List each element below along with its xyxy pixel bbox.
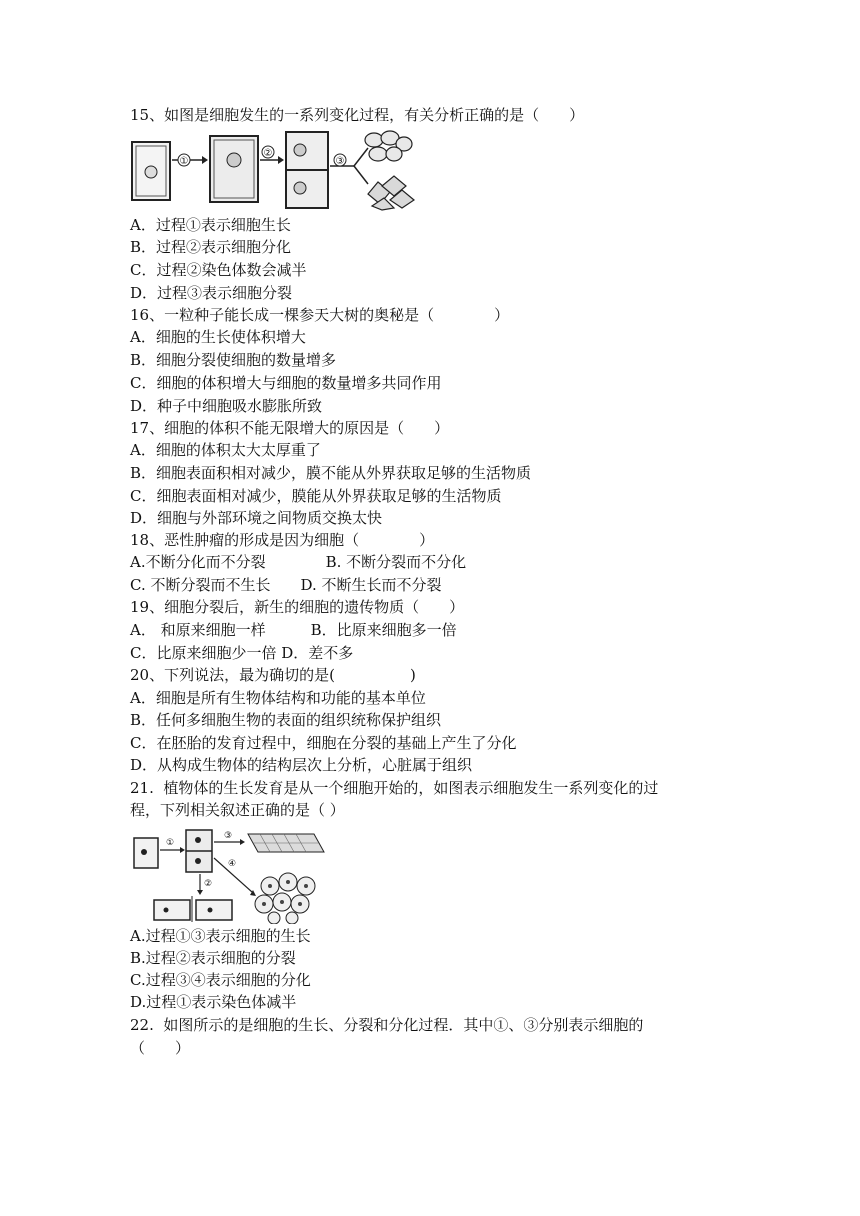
q20-stem: 20、下列说法，最为确切的是( ): [130, 666, 416, 684]
q15-label-1: ①: [179, 156, 189, 167]
q18-stem: 18、恶性肿瘤的形成是因为细胞（ ）: [130, 531, 435, 549]
q21-stem-line1: 21. 植物体的生长发育是从一个细胞开始的，如图表示细胞发生一系列变化的过: [130, 779, 659, 797]
q21-option-b: B.过程②表示细胞的分裂: [130, 949, 296, 967]
q15-option-b: B．过程②表示细胞分化: [130, 238, 292, 256]
q17-option-c: C．细胞表面相对减少，膜能从外界获取足够的生活物质: [130, 487, 502, 505]
q16-option-c: C．细胞的体积增大与细胞的数量增多共同作用: [130, 374, 442, 392]
q18-options-cd: C. 不断分裂而不生长 D. 不断生长而不分裂: [130, 576, 442, 594]
q15-figure: [128, 130, 418, 212]
q19-stem: 19、细胞分裂后，新生的细胞的遗传物质（ ）: [130, 598, 465, 616]
q16-option-a: A．细胞的生长使体积增大: [130, 328, 306, 346]
q18-options-ab: A.不断分化而不分裂 B. 不断分裂而不分化: [130, 553, 467, 571]
q21-figure: [128, 828, 328, 924]
q22-stem-line2: （ ）: [130, 1039, 191, 1057]
q16-option-d: D．种子中细胞吸水膨胀所致: [130, 397, 323, 415]
q20-option-a: A．细胞是所有生物体结构和功能的基本单位: [130, 689, 426, 707]
q15-option-c: C．过程②染色体数会减半: [130, 261, 307, 279]
q21-label-1: ①: [165, 838, 175, 848]
q19-options-cd: C．比原来细胞少一倍 D．差不多: [130, 644, 354, 662]
q20-option-d: D．从构成生物体的结构层次上分析，心脏属于组织: [130, 756, 473, 774]
q16-stem: 16、一粒种子能长成一棵参天大树的奥秘是（ ）: [130, 306, 510, 324]
q21-label-4: ④: [227, 859, 237, 869]
q15-option-a: A．过程①表示细胞生长: [130, 216, 291, 234]
q21-option-c: C.过程③④表示细胞的分化: [130, 971, 311, 989]
q20-option-c: C．在胚胎的发育过程中，细胞在分裂的基础上产生了分化: [130, 734, 517, 752]
q15-label-3: ③: [335, 156, 345, 167]
q17-option-d: D．细胞与外部环境之间物质交换太快: [130, 509, 383, 527]
q15-label-2: ②: [263, 148, 273, 159]
q17-option-b: B．细胞表面积相对减少，膜不能从外界获取足够的生活物质: [130, 464, 532, 482]
q20-option-b: B．任何多细胞生物的表面的组织统称保护组织: [130, 711, 442, 729]
q21-label-3: ③: [223, 831, 233, 841]
q19-options-ab: A． 和原来细胞一样 B．比原来细胞多一倍: [130, 621, 457, 639]
q17-option-a: A．细胞的体积太大太厚重了: [130, 441, 321, 459]
q21-option-a: A.过程①③表示细胞的生长: [130, 927, 311, 945]
q17-stem: 17、细胞的体积不能无限增大的原因是（ ）: [130, 419, 450, 437]
q21-stem-line2: 程，下列相关叙述正确的是（ ）: [130, 801, 345, 819]
q21-label-2: ②: [203, 879, 213, 889]
q21-option-d: D.过程①表示染色体减半: [130, 993, 297, 1011]
q15-stem: 15、如图是细胞发生的一系列变化过程，有关分析正确的是（ ）: [130, 106, 585, 124]
q16-option-b: B．细胞分裂使细胞的数量增多: [130, 351, 337, 369]
q15-option-d: D．过程③表示细胞分裂: [130, 284, 293, 302]
q22-stem-line1: 22. 如图所示的是细胞的生长、分裂和分化过程．其中①、③分别表示细胞的: [130, 1016, 644, 1034]
